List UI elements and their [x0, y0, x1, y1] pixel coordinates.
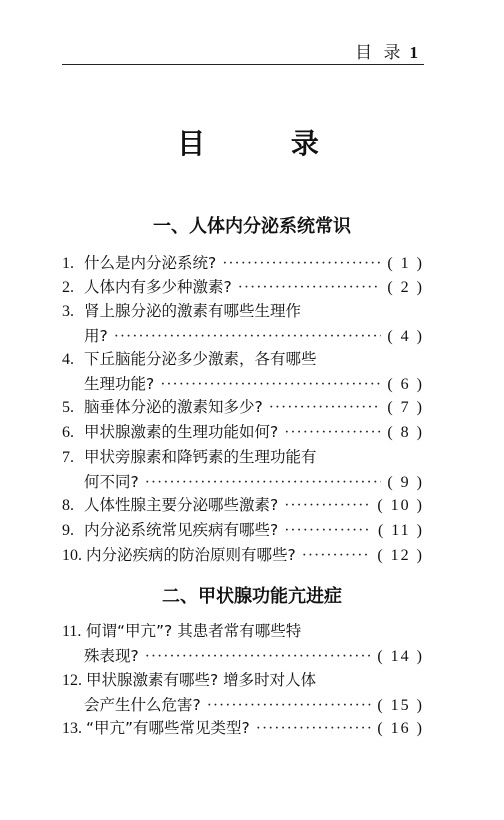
entry-number: 9.: [62, 522, 74, 539]
entry-title: 何谓“甲亢”? 其患者常有哪些特: [86, 622, 302, 640]
toc-entry-8[interactable]: [62, 493, 424, 517]
entry-page: ( 8 ): [387, 424, 424, 441]
entry-title: 甲状腺激素有哪些? 增多时对人体: [86, 671, 317, 689]
header-rule: [62, 64, 424, 65]
toc-entry-10[interactable]: [62, 543, 424, 567]
entry-title-cont: 殊表现?: [84, 647, 139, 665]
toc-entry-3[interactable]: [62, 299, 424, 347]
entry-page: ( 4 ): [387, 328, 424, 345]
leader-dots: [160, 373, 381, 397]
entry-title: 人体内有多少种激素?: [84, 278, 232, 296]
entry-title: “甲亢”有哪些常见类型?: [86, 719, 250, 737]
entry-page: ( 12 ): [377, 547, 424, 564]
entry-title: 下丘脑能分泌多少激素，各有哪些: [84, 350, 317, 368]
entry-page: ( 10 ): [377, 497, 424, 514]
toc-entry-1[interactable]: [62, 251, 424, 275]
leader-dots: [284, 494, 371, 518]
entry-title-cont: 何不同?: [84, 473, 139, 491]
leader-dots: [302, 544, 372, 568]
toc-entry-7[interactable]: [62, 445, 424, 493]
header-text: 目 录: [355, 43, 404, 63]
section-heading-2: 二、甲状腺功能亢进症: [162, 586, 342, 607]
toc-entry-2[interactable]: [62, 275, 424, 299]
entry-page: ( 14 ): [377, 648, 424, 665]
leader-dots: [114, 325, 382, 349]
toc-entry-13[interactable]: [62, 716, 424, 740]
entry-number: 10.: [62, 547, 82, 564]
entry-number: 4.: [62, 351, 74, 368]
header-page-number: 1: [409, 43, 421, 62]
entry-title: 甲状腺激素的生理功能如何?: [84, 423, 279, 441]
section-heading-1: 一、人体内分泌系统常识: [153, 216, 351, 237]
entry-number: 2.: [62, 279, 74, 296]
toc-entry-9[interactable]: [62, 518, 424, 542]
entry-title: 肾上腺分泌的激素有哪些生理作: [84, 302, 302, 320]
leader-dots: [207, 694, 372, 718]
entry-title-cont: 用?: [84, 327, 108, 345]
leader-dots: [284, 519, 372, 543]
entry-title: 内分泌系统常见疾病有哪些?: [84, 521, 279, 539]
entry-number: 8.: [62, 497, 74, 514]
entry-title-cont: 会产生什么危害?: [84, 696, 201, 714]
entry-page: ( 1 ): [387, 255, 424, 272]
entry-page: ( 2 ): [387, 279, 424, 296]
toc-entry-11[interactable]: [62, 619, 424, 667]
entry-page: ( 7 ): [387, 399, 424, 416]
leader-dots: [222, 252, 381, 276]
entry-number: 1.: [62, 255, 74, 272]
entry-page: ( 11 ): [377, 522, 424, 539]
entry-page: ( 15 ): [377, 697, 424, 714]
entry-page: ( 6 ): [387, 376, 424, 393]
entry-page: ( 16 ): [377, 720, 424, 737]
entry-title: 内分泌疾病的防治原则有哪些?: [86, 546, 296, 564]
entry-title-cont: 生理功能?: [84, 375, 155, 393]
entry-title: 脑垂体分泌的激素知多少?: [84, 398, 263, 416]
toc-entry-6[interactable]: [62, 420, 424, 444]
entry-number: 13.: [62, 720, 82, 737]
page-title: 目 录: [177, 127, 357, 160]
leader-dots: [284, 421, 381, 445]
leader-dots: [145, 471, 382, 495]
leader-dots: [256, 717, 372, 741]
entry-page: ( 9 ): [387, 474, 424, 491]
toc-entry-12[interactable]: [62, 668, 424, 716]
leader-dots: [238, 276, 382, 300]
entry-number: 5.: [62, 399, 74, 416]
entry-number: 11.: [62, 623, 82, 640]
toc-entry-5[interactable]: [62, 395, 424, 419]
leader-dots: [269, 396, 382, 420]
leader-dots: [145, 645, 372, 669]
entry-number: 6.: [62, 424, 74, 441]
entry-number: 12.: [62, 672, 82, 689]
running-header: [0, 38, 421, 63]
entry-title: 什么是内分泌系统?: [84, 254, 217, 272]
entry-title: 甲状旁腺素和降钙素的生理功能有: [84, 448, 317, 466]
entry-number: 3.: [62, 303, 74, 320]
entry-number: 7.: [62, 449, 74, 466]
toc-entry-4[interactable]: [62, 347, 424, 395]
entry-title: 人体性腺主要分泌哪些激素?: [84, 496, 279, 514]
